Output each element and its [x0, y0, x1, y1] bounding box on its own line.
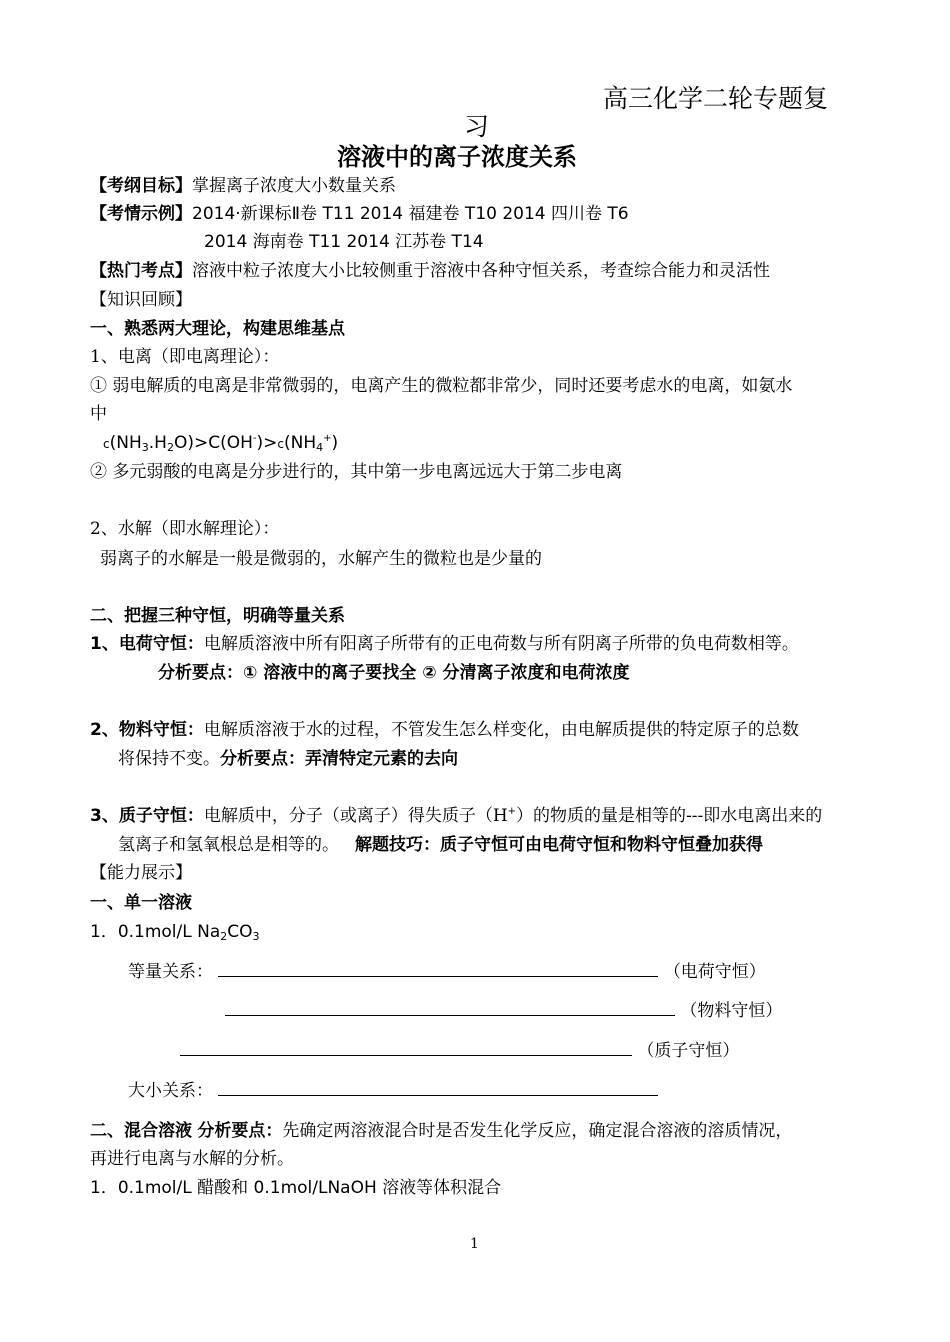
formula-part: .H: [148, 433, 167, 453]
page-number: 1: [470, 1236, 479, 1252]
ammonia-formula: [103, 432, 338, 455]
ionization-point2: ② 多元弱酸的电离是分步进行的，其中第一步电离远远大于第二步电离: [90, 462, 623, 482]
q1-title: [90, 921, 260, 943]
exam-text-line2: 2014 海南卷 T11 2014 江苏卷 T14: [204, 232, 484, 252]
charge-conservation: [90, 633, 799, 655]
title-line2: 习: [464, 112, 490, 141]
formula-part: O)>C(OH: [173, 433, 253, 453]
ability-label: 【能力展示】: [90, 863, 192, 883]
formula-part: (NH: [283, 433, 317, 453]
proton-conservation: [90, 805, 822, 827]
hydrolysis-title: 2、水解（即水解理论）：: [90, 519, 280, 539]
hot-text: 溶液中粒子浓度大小比较侧重于溶液中各种守恒关系，考查综合能力和灵活性: [192, 261, 770, 281]
proton-tip: 解题技巧：质子守恒可由电荷守恒和物料守恒叠加获得: [355, 835, 763, 855]
material-line2-text: 将保持不变。: [118, 749, 220, 769]
answer-blank-charge[interactable]: [218, 960, 658, 977]
proton-text-b: ）的物质的量是相等的---即水电离出来的: [516, 806, 823, 826]
formula-part: ): [331, 433, 339, 453]
size-row: [128, 1079, 658, 1102]
material-points: 分析要点：弄清特定元素的去向: [220, 749, 458, 769]
size-label: 大小关系：: [128, 1081, 213, 1101]
formula-part: )>: [256, 433, 278, 453]
charge-label: 1、电荷守恒：: [90, 634, 204, 654]
answer-blank-material[interactable]: [225, 999, 675, 1016]
q1-sub: 2: [220, 930, 228, 943]
q1-mid: CO: [227, 922, 253, 942]
mixed-text1: 先确定两溶液混合时是否发生化学反应，确定混合溶液的溶质情况，: [282, 1121, 793, 1141]
exam-label: 【考情示例】: [90, 204, 192, 224]
goal-line: [90, 175, 396, 197]
formula-sub: 4: [316, 441, 324, 454]
proton-line2-text: 氢离子和氢氧根总是相等的。: [118, 835, 339, 855]
equal-row-charge: [128, 960, 766, 983]
exam-line: [90, 203, 629, 225]
hydrolysis-text: 弱离子的水解是一般是微弱的，水解产生的微粒也是少量的: [100, 549, 542, 569]
material-text: 电解质溶液于水的过程，不管发生怎么样变化，由电解质提供的特定原子的总数: [203, 720, 799, 740]
q1-sub: 3: [252, 930, 260, 943]
section2-heading: 二、把握三种守恒，明确等量关系: [90, 606, 345, 626]
single-heading: 一、单一溶液: [90, 893, 192, 913]
subtitle: 溶液中的离子浓度关系: [337, 143, 577, 171]
material-line2: [118, 748, 458, 770]
mixed-heading: 二、混合溶液: [90, 1121, 192, 1141]
material-note: （物料守恒）: [680, 1001, 783, 1021]
material-conservation: [90, 719, 799, 741]
ionization-title: 1、电离（即电离理论）：: [90, 347, 280, 367]
material-label: 2、物料守恒：: [90, 720, 204, 740]
section1-heading: 一、熟悉两大理论，构建思维基点: [90, 319, 345, 339]
proton-note: （质子守恒）: [637, 1041, 740, 1061]
proton-label: 3、质子守恒：: [90, 806, 204, 826]
formula-part: (NH: [109, 433, 142, 453]
formula-sup: -: [252, 433, 257, 444]
proton-sup: +: [507, 806, 517, 817]
charge-points: 分析要点：① 溶液中的离子要找全 ② 分清离子浓度和电荷浓度: [158, 663, 630, 683]
formula-sub: 3: [141, 441, 149, 454]
formula-c-symbol: c: [103, 437, 110, 451]
goal-text: 掌握离子浓度大小数量关系: [192, 176, 396, 196]
charge-text: 电解质溶液中所有阳离子所带有的正电荷数与所有阴离子所带的负电荷数相等。: [203, 634, 799, 654]
exam-text-line1: 2014·新课标Ⅱ卷 T11 2014 福建卷 T10 2014 四川卷 T6: [192, 204, 629, 224]
mixed-line1: [90, 1120, 792, 1142]
mixed-q1: 1．0.1mol/L 醋酸和 0.1mol/LNaOH 溶液等体积混合: [90, 1178, 502, 1198]
answer-blank-proton[interactable]: [180, 1039, 632, 1056]
answer-blank-size[interactable]: [218, 1079, 658, 1096]
equal-row-material: [225, 999, 782, 1022]
mixed-points-label: 分析要点：: [197, 1121, 283, 1141]
formula-sup: +: [323, 433, 332, 444]
equal-row-proton: [180, 1039, 739, 1062]
q1-prefix: 1．0.1mol/L Na: [90, 922, 221, 942]
formula-c-symbol: c: [277, 437, 284, 451]
charge-note: （电荷守恒）: [663, 962, 766, 982]
goal-label: 【考纲目标】: [90, 176, 192, 196]
equal-label: 等量关系：: [128, 962, 213, 982]
mixed-text2: 再进行电离与水解的分析。: [90, 1149, 294, 1169]
proton-text-a: 电解质中，分子（或离子）得失质子（H: [203, 806, 508, 826]
ionization-point1-line2: 中: [90, 404, 107, 424]
hot-line: [90, 260, 770, 282]
proton-line2: [118, 834, 763, 856]
ionization-point1-line1: ① 弱电解质的电离是非常微弱的，电离产生的微粒都非常少，同时还要考虑水的电离，如氨水: [90, 376, 793, 396]
title-line1: 高三化学二轮专题复: [603, 84, 829, 113]
review-label: 【知识回顾】: [90, 290, 192, 310]
formula-sub: 2: [166, 441, 174, 454]
hot-label: 【热门考点】: [90, 261, 192, 281]
